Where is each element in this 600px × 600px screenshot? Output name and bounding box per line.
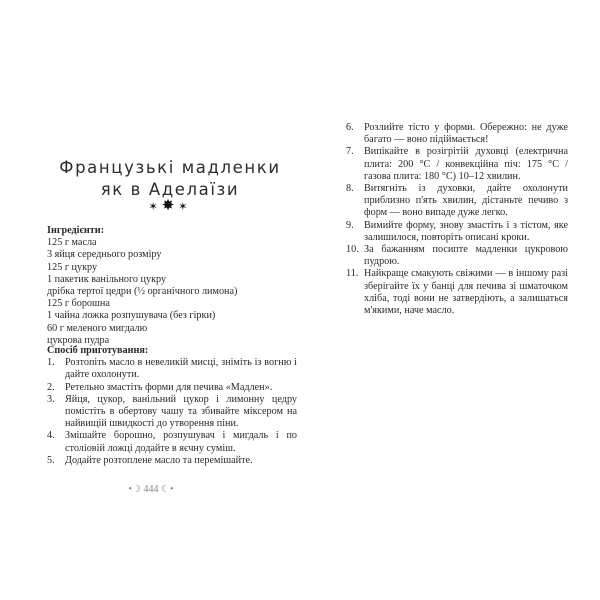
star-icon: ✸ <box>161 198 179 214</box>
step-number: 9. <box>346 219 354 231</box>
step-number: 2. <box>47 381 55 393</box>
step-number: 8. <box>346 183 354 195</box>
step-text: Змішайте борошно, розпушувач і мигдаль і по століовій ложці додайте в яєчну суміш. <box>65 430 297 454</box>
page-decor-right: ☾• <box>161 484 174 495</box>
title-line-2: як в Аделаїзи <box>100 180 240 200</box>
method-section-right <box>346 122 568 317</box>
step-item <box>346 244 568 268</box>
step-item <box>47 455 297 467</box>
ingredient-item: 125 г масла <box>47 237 97 249</box>
page-number <box>128 484 174 495</box>
method-heading: Спосіб приготування: <box>47 345 149 356</box>
step-number: 11. <box>346 268 359 280</box>
step-item <box>346 268 568 317</box>
step-text: Найкраще смакують свіжими — в іншому разі зберігайте їх у банці для печива зі шматочком хліба, тоді вони не затвердіють, а залишаться м'якими, наче масло. <box>364 268 568 317</box>
step-text: За бажанням посипте мадленки цукровою пудрою. <box>364 244 568 268</box>
star-icon: ✶ <box>148 201 162 213</box>
ingredient-item: 125 г борошна <box>47 298 110 310</box>
step-text: Витягніть із духовки, дайте охолонути приблизно п'ять хвилин, дістаньте печиво з форм — воно випаде дуже легко. <box>364 183 568 219</box>
title-line-1: Французькі мадленки <box>59 158 281 178</box>
step-number: 10. <box>346 244 359 256</box>
step-item <box>346 220 568 244</box>
ornament-divider <box>40 196 300 215</box>
step-number: 5. <box>47 454 55 466</box>
step-text: Яйця, цукор, ванільний цукор і лимонну цедру помістіть в обертову чашу та збивайте міксером на найвищій швидкості до утворення піни. <box>65 393 297 430</box>
step-number: 1. <box>47 357 55 369</box>
step-text: Ретельно змастіть форми для печива «Мадлен». <box>65 381 273 393</box>
step-text: Випікайте в розігрітій духовці (електрична плита: 200 °C / конвекційна піч: 175 °C / газова плита: 180 °C) 10–12 хвилин. <box>364 146 568 182</box>
step-item <box>346 122 568 146</box>
ingredient-item: дрібка тертої цедри (½ органічного лимона) <box>47 286 238 298</box>
step-item <box>346 183 568 220</box>
ingredient-item: 125 г цукру <box>47 261 98 273</box>
step-item <box>47 382 297 394</box>
page-number-value: 444 <box>143 484 159 495</box>
star-icon: ✶ <box>178 201 192 213</box>
step-item <box>346 146 568 183</box>
step-item <box>47 430 297 454</box>
page-decor-left: •☽ <box>128 484 141 495</box>
ingredients-heading: Інгредієнти: <box>47 225 105 236</box>
ingredient-item: цукрова пудра <box>47 334 110 346</box>
step-number: 6. <box>346 122 354 133</box>
step-text: Додайте розтоплене масло та перемішайте. <box>65 454 253 466</box>
method-steps-right <box>346 122 568 317</box>
step-text: Розтопіть масло в невеликій мисці, зніміть із вогню і дайте охолонути. <box>65 357 297 381</box>
ingredient-item: 3 яйця середнього розміру <box>47 249 162 261</box>
step-item <box>47 394 297 431</box>
method-steps-left <box>47 357 297 467</box>
ingredient-item: 60 г меленого мигдалю <box>47 322 148 334</box>
step-number: 7. <box>346 146 354 158</box>
ingredient-item: 1 чайна ложка розпушувача (без гірки) <box>47 310 216 322</box>
step-text: Розлийте тісто у форми. Обережно: не дуже багато — воно підіймається! <box>364 122 568 146</box>
step-number: 4. <box>47 430 55 442</box>
step-item <box>47 357 297 381</box>
ingredient-item: 1 пакетик ванільного цукру <box>47 273 167 285</box>
ingredients-section <box>47 225 299 347</box>
step-text: Вимийте форму, знову змастіть і з тістом, яке залишилося, повторіть описані кроки. <box>364 219 568 243</box>
ingredients-list <box>47 237 299 347</box>
method-section-left <box>47 345 297 467</box>
recipe-title <box>40 157 300 201</box>
step-number: 3. <box>47 393 55 405</box>
